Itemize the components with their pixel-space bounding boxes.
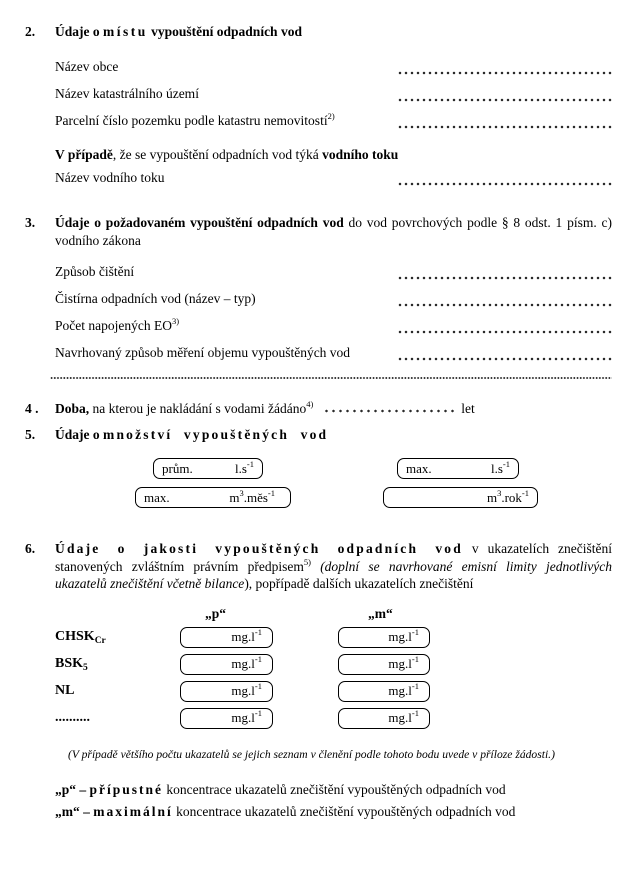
field-label-katastralni-uzemi: Název katastrálního území [55,86,199,101]
field-label-zpusob-cisteni: Způsob čištění [55,264,135,279]
param-row-chsk [55,627,641,648]
unit-ls: $l.s^{-1}$ [490,458,510,476]
unit-mgl: $mg.l^{-1}$ [231,708,262,725]
field-row-mereni-objemu [55,339,612,366]
dotted-line [397,182,612,186]
field-row-katastralni-uzemi [55,80,612,107]
note-attachment: (V případě většího počtu ukazatelů se jejich seznam v členění podle tohoto bodu uvede v příloze žádosti.) [68,747,555,761]
unit-mgl: $mg.l^{-1}$ [231,654,262,671]
field-label-parcelni-cislo: Parcelní číslo pozemku podle katastru nemovitostí$^{2)}$ [55,111,335,128]
dotted-line [397,98,612,102]
section-2-title: Údaje o místu vypouštění odpadních vod [55,24,302,39]
field-row-cistirna [55,285,612,312]
dotted-line-full-width [50,376,612,380]
section-4-line [25,399,612,419]
param-label-bsk: $BSK_5$ [55,656,88,673]
field-row-nazev-vodniho-toku [55,164,612,191]
conditional-note-vodni-tok: V případě, že se vypouštění odpadních vod týká vodního toku [55,147,399,162]
section-2-number: 2. [25,24,36,39]
section-3-heading [25,214,612,249]
section-6-heading-paragraph [25,540,612,593]
unit-mgl: $mg.l^{-1}$ [388,681,419,698]
quantity-box-max-m3mes [135,487,291,508]
value-box-m [338,627,430,648]
section-6-text-1: v ukazatelích znečištění stanovených zvláštním právním předpisem [55,541,612,574]
unit-mgl: $mg.l^{-1}$ [388,708,419,725]
section-4-bold: Doba, [55,401,90,416]
value-box-p [180,681,273,702]
value-box-m [338,708,430,729]
param-label-chsk: $CHSK_{Cr}$ [55,629,106,646]
field-row-nazev-obce [55,53,612,80]
unit-mgl: $mg.l^{-1}$ [388,654,419,671]
section-6-number: 6. [25,541,36,556]
dotted-line [397,71,612,75]
footnote-ref-5: 5) [303,556,311,567]
dotted-line [397,330,612,334]
dotted-line-short [323,409,455,413]
quantity-boxes-row-2 [135,487,641,508]
dotted-line [397,303,612,307]
field-row-parcelni-cislo [55,107,612,134]
value-box-m [338,681,430,702]
quantity-box-max-ls [397,458,519,479]
section-6-title-bold: Údaje o jakosti vypouštěných odpadních vod [55,541,463,556]
quantity-box-label: max. [144,489,170,505]
unit-ls: $l.s^{-1}$ [234,458,254,476]
field-row-pocet-eo [55,312,612,339]
field-row-zpusob-cisteni [55,258,612,285]
section-5-title: Údaje o množství vypouštěných vod [55,427,329,442]
section-3-title-bold: Údaje o požadovaném vypouštění odpadních vod [55,215,344,230]
unit-mgl: $mg.l^{-1}$ [231,681,262,698]
quantity-box-m3rok [383,487,538,508]
value-box-p [180,627,273,648]
section-4-text: na kterou je nakládání s vodami žádáno [89,401,307,416]
field-label-pocet-eo: Počet napojených EO$^{3)}$ [55,316,180,333]
section-6-text-2: ), popřípadě dalších ukazatelích znečištění [244,576,474,591]
column-header-p: „p“ [205,605,227,621]
section-5-heading [25,426,612,444]
section-5-number: 5. [25,427,36,442]
unit-m3-mes: $m^3.měs^{-1}$ [229,487,275,505]
value-box-m [338,654,430,675]
footnote-ref-3: 3) [171,316,180,326]
footnote-ref-4: 4) [306,399,314,409]
section-3-number: 3. [25,215,36,230]
section-2-heading [25,23,612,40]
quantity-box-prum-ls [153,458,263,479]
param-label-nl: NL [55,683,75,698]
section-3-title-rest: do vod povrchových podle § 8 odst. 1 písm. c) vodního zákona [55,215,612,248]
field-label-cistirna: Čistírna odpadních vod (název – typ) [55,291,256,306]
quantity-box-label: prům. [162,460,193,476]
value-box-p [180,654,273,675]
dotted-line [397,357,612,361]
section-6-text-italic: (doplní se navrhované emisní limity jednotlivých ukazatelů znečištění včetně bilance [55,558,612,591]
unit-mgl: $mg.l^{-1}$ [231,627,262,644]
section-4-unit: let [461,401,475,416]
quantity-box-label: max. [406,460,432,476]
field-label-mereni-objemu: Navrhovaný způsob měření objemu vypouštěných vod [55,345,351,360]
legend-m: „m“ – maximální koncentrace ukazatelů znečištění vypouštěných odpadních vod [55,804,516,819]
param-row-nl [55,681,641,702]
footnote-ref-2: 2) [327,111,335,121]
column-headers-row [0,606,641,622]
quantity-boxes-row-1 [153,458,641,479]
value-box-p [180,708,273,729]
section-4-number: 4 . [25,401,39,416]
unit-mgl: $mg.l^{-1}$ [388,627,419,644]
dotted-line [397,125,612,129]
param-row-other [55,708,641,729]
param-row-bsk [55,654,641,675]
field-label-nazev-vodniho-toku: Název vodního toku [55,170,165,185]
dotted-line [397,276,612,280]
column-header-m: „m“ [368,605,393,621]
field-label-nazev-obce: Název obce [55,59,119,74]
unit-m3-rok: $m^3.rok^{-1}$ [486,487,529,505]
param-label-other: .......... [55,710,90,725]
legend-p: „p“ – přípustné koncentrace ukazatelů znečištění vypouštěných odpadních vod [55,781,506,797]
